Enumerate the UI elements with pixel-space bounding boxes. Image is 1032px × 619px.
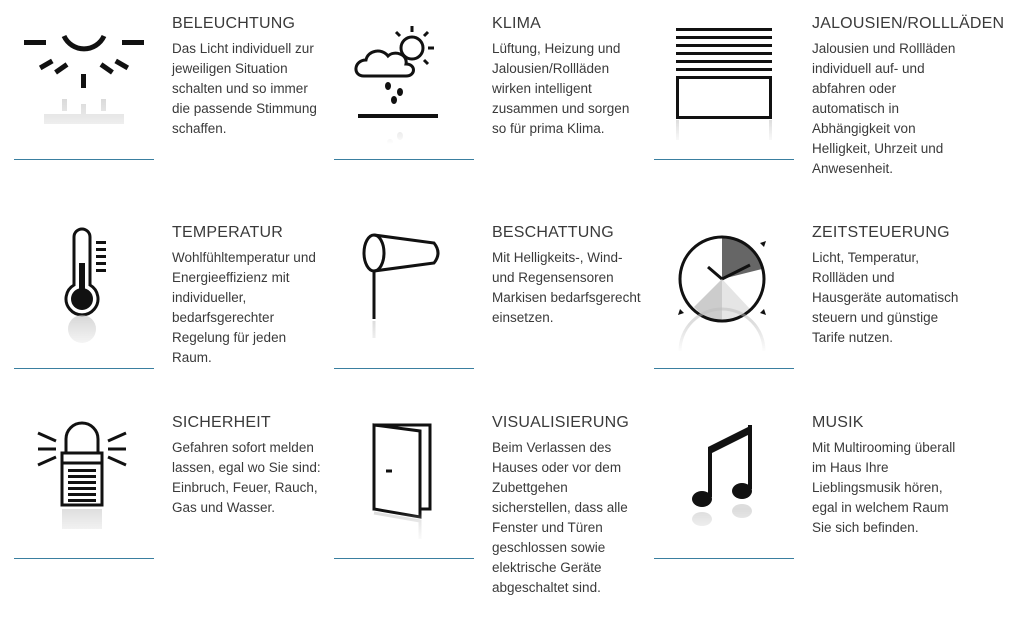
feature-description: Licht, Temperatur, Rollläden und Hausgeräte automatisch steuern und günstige Tarife nutzen. bbox=[812, 250, 959, 345]
feature-description: Lüftung, Heizung und Jalousien/Rollläden wirken intelligent zusammen und sorgen so für prima Klima. bbox=[492, 41, 630, 136]
feature-beschattung bbox=[334, 223, 654, 413]
feature-description: Mit Helligkeits-, Wind- und Regensensoren Markisen bedarfsgerecht einsetzen. bbox=[492, 250, 641, 325]
divider-line bbox=[334, 558, 474, 559]
feature-title: JALOUSIEN/ROLLLÄDEN bbox=[812, 15, 1005, 32]
door-icon bbox=[334, 413, 474, 543]
feature-temperatur bbox=[14, 223, 334, 413]
clock-icon bbox=[654, 223, 794, 353]
alarm-siren-icon bbox=[14, 413, 154, 543]
light-bulb-sun-icon bbox=[14, 14, 154, 144]
feature-title: ZEITSTEUERUNG bbox=[812, 224, 950, 241]
feature-title: BESCHATTUNG bbox=[492, 224, 614, 241]
music-note-icon bbox=[654, 413, 794, 543]
feature-jalousien bbox=[654, 14, 1005, 204]
thermometer-icon bbox=[14, 223, 154, 353]
divider-line bbox=[654, 159, 794, 160]
divider-line bbox=[334, 159, 474, 160]
divider-line bbox=[334, 368, 474, 369]
feature-title: BELEUCHTUNG bbox=[172, 15, 296, 32]
divider-line bbox=[654, 368, 794, 369]
feature-title: VISUALISIERUNG bbox=[492, 414, 630, 431]
divider-line bbox=[14, 558, 154, 559]
feature-beleuchtung bbox=[14, 14, 334, 204]
divider-line bbox=[14, 368, 154, 369]
feature-sicherheit bbox=[14, 413, 334, 603]
blinds-icon bbox=[654, 14, 794, 144]
feature-visualisierung bbox=[334, 413, 654, 603]
windsock-icon bbox=[334, 223, 474, 353]
feature-zeitsteuerung bbox=[654, 223, 974, 413]
feature-musik bbox=[654, 413, 974, 603]
feature-title: MUSIK bbox=[812, 414, 864, 431]
feature-description: Jalousien und Rollläden individuell auf- und abfahren oder automatisch in Abhängigkeit von Helligkeit, Uhrzeit und Anwesenheit. bbox=[812, 41, 956, 176]
feature-description: Wohlfühltemperatur und Energieeffizienz mit individueller, bedarfsgerechter Regelung für jeden Raum. bbox=[172, 250, 316, 365]
divider-line bbox=[654, 558, 794, 559]
feature-description: Mit Multirooming überall im Haus Ihre Lieblingsmusik hören, egal in welchem Raum Sie sich befinden. bbox=[812, 440, 956, 535]
feature-description: Gefahren sofort melden lassen, egal wo Sie sind: Einbruch, Feuer, Rauch, Gas und Wasser. bbox=[172, 440, 321, 515]
feature-description: Das Licht individuell zur jeweiligen Situation schalten und so immer die passende Stimmung schaffen. bbox=[172, 41, 317, 136]
feature-title: KLIMA bbox=[492, 15, 542, 32]
divider-line bbox=[14, 159, 154, 160]
feature-title: TEMPERATUR bbox=[172, 224, 284, 241]
feature-klima bbox=[334, 14, 654, 204]
feature-title: SICHERHEIT bbox=[172, 414, 271, 431]
feature-description: Beim Verlassen des Hauses oder vor dem Zubettgehen sicherstellen, dass alle Fenster und Türen geschlossen sowie elektrische Geräte abgeschaltet sind. bbox=[492, 440, 628, 595]
weather-cloud-sun-icon bbox=[334, 14, 474, 144]
